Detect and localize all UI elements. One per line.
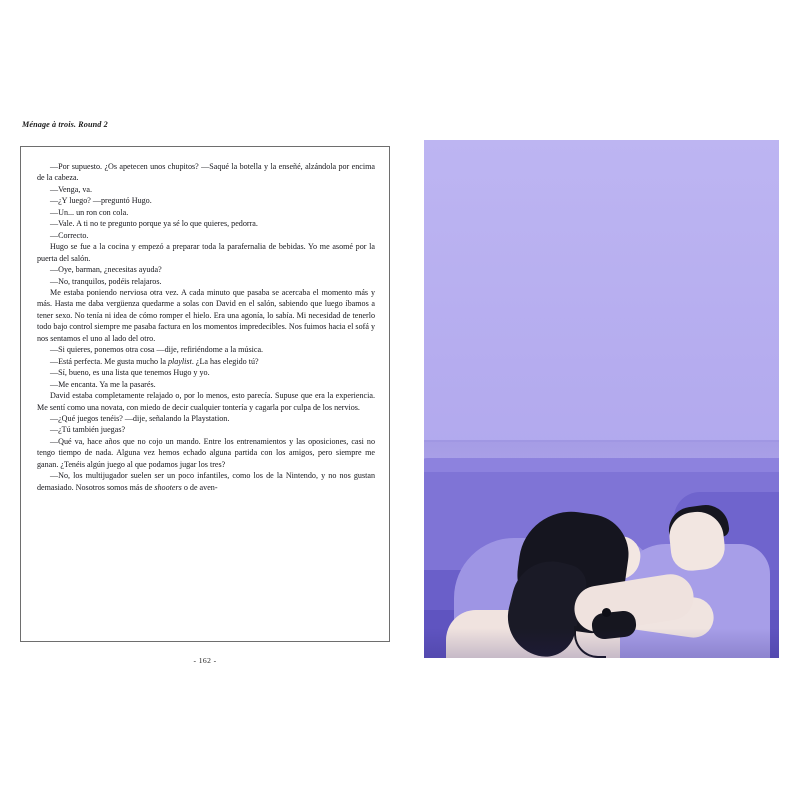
paragraph: —Por supuesto. ¿Os apetecen unos chupitos? —Saqué la botella y la enseñé, alzándola por encima de la cabeza.: [37, 162, 375, 183]
paragraph: —Si quieres, ponemos otra cosa —dije, refiriéndome a la música.: [50, 345, 264, 355]
wall-line: [424, 440, 779, 442]
running-head: Ménage à trois. Round 2: [22, 120, 108, 129]
paragraph: Hugo se fue a la cocina y empezó a preparar toda la parafernalia de bebidas. Yo me asomé por la puerta del salón.: [37, 242, 375, 263]
paragraph: —¿Y luego? —preguntó Hugo.: [50, 196, 152, 206]
paragraph: —Venga, va.: [50, 184, 93, 194]
sofa-backrest-highlight: [424, 458, 779, 472]
paragraph: —Vale. A ti no te pregunto porque ya sé lo que quieres, pedorra.: [50, 219, 258, 229]
controller-joystick-icon: [602, 608, 611, 617]
paragraph: —Qué va, hace años que no cojo un mando. Entre los entrenamientos y las oposiciones, casi no tengo tiempo de nada. Alguna vez hemos echado alguna partida con los amigos, pero siempre me ganan. ¿Tenéis algún juego al que podamos jugar los tres?: [37, 436, 375, 469]
paragraph: —Un... un ron con cola.: [50, 207, 129, 217]
paragraph: —Está perfecta. Me gusta mucho la playlist. ¿La has elegido tú?: [50, 356, 259, 366]
paragraph: —Oye, barman, ¿necesitas ayuda?: [50, 265, 162, 275]
text-frame: [20, 146, 390, 642]
paragraph: —No, los multijugador suelen ser un poco infantiles, como los de la Nintendo, y no nos gustan demasiado. Nosotros somos más de shooters o de aven-: [37, 471, 375, 492]
paragraph: David estaba completamente relajado o, por lo menos, esto parecía. Supuse que era la experiencia. Me sentí como una novata, con miedo de decir cualquier tontería y cagarla por culpa de los nervios.: [37, 391, 375, 412]
floor-shading: [424, 628, 779, 658]
left-page: [20, 120, 390, 668]
paragraph: —Sí, bueno, es una lista que tenemos Hugo y yo.: [50, 368, 210, 378]
page-number: - 162 -: [193, 656, 217, 665]
page-text-body: [37, 161, 375, 493]
paragraph: —¿Qué juegos tenéis? —dije, señalando la Playstation.: [50, 413, 230, 423]
paragraph: —Me encanta. Ya me la pasarés.: [50, 379, 156, 389]
right-page-illustration: [424, 140, 779, 658]
paragraph: Me estaba poniendo nerviosa otra vez. A cada minuto que pasaba se acercaba el momento más y más. Hasta me daba vergüenza quedarme a solas con David en el salón, sabiendo que luego íbamos a tener sexo. No tenía ni idea de cómo romper el hielo. Era una agonía, lo sabía. Mi necesidad de tenerlo todo bajo control siempre me pasaba factura en los momentos impredecibles. Nos fuimos hacia el sofá y nos sentamos el uno al lado del otro.: [37, 287, 375, 343]
paragraph: —Correcto.: [50, 230, 89, 240]
paragraph: —No, tranquilos, podéis relajaros.: [50, 276, 162, 286]
paragraph: —¿Tú también juegas?: [50, 425, 126, 435]
